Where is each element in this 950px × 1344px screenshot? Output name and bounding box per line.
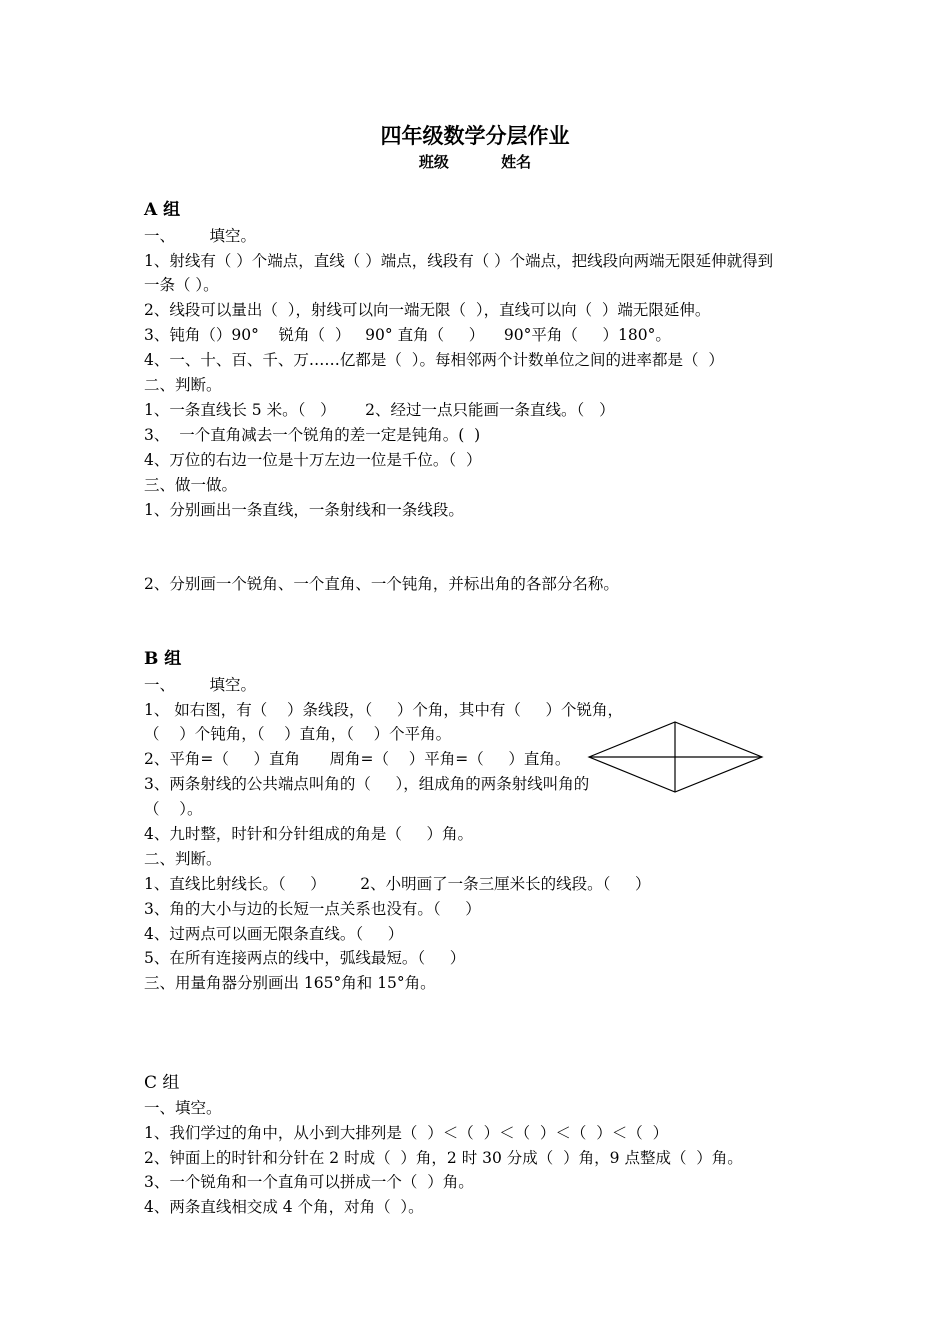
b-judge-3: 3、角的大小与边的长短一点关系也没有。（ ）	[144, 900, 481, 918]
b-judge-5: 5、在所有连接两点的线中，弧线最短。（ ）	[144, 949, 466, 967]
b-section-protractor: 三、用量角器分别画出 165°角和 15°角。	[144, 974, 436, 992]
a-q2: 2、线段可以量出（ ），射线可以向一端无限（ ），直线可以向（ ）端无限延伸。	[144, 301, 711, 319]
b-q3-line2: （ ）。	[144, 800, 203, 818]
c-q2: 2、钟面上的时针和分针在 2 时成（ ）角，2 时 30 分成（ ）角，9 点整成（ ）角。	[144, 1149, 743, 1167]
a-q1-line2: 一条（ ）。	[144, 276, 219, 294]
a-draw-2: 2、分别画一个锐角、一个直角、一个钝角，并标出角的各部分名称。	[144, 575, 619, 593]
a-judge-4: 4、万位的右边一位是十万左边一位是千位。（ ）	[144, 451, 482, 469]
class-name-fields: 班级 姓名	[418, 153, 532, 171]
c-q1: 1、我们学过的角中，从小到大排列是（ ）＜（ ）＜（ ）＜（ ）＜（ ）	[144, 1124, 669, 1142]
b-q3-line1: 3、两条射线的公共端点叫角的（ ），组成角的两条射线叫角的	[144, 775, 590, 793]
page-title: 四年级数学分层作业	[380, 123, 570, 148]
b-section-judge-heading: 二、判断。	[144, 850, 222, 868]
b-q2: 2、平角=（ ）直角 周角=（ ）平角=（ ）直角。	[144, 750, 571, 768]
b-section-fill-heading: 一、 填空。	[144, 676, 256, 694]
b-judge-1-2: 1、直线比射线长。（ ） 2、小明画了一条三厘米长的线段。（ ）	[144, 875, 651, 893]
c-section-fill-heading: 一、填空。	[144, 1099, 222, 1117]
b-judge-4: 4、过两点可以画无限条直线。（ ）	[144, 925, 404, 943]
a-draw-1: 1、分别画出一条直线，一条射线和一条线段。	[144, 501, 464, 519]
a-section-draw-heading: 三、做一做。	[144, 476, 238, 494]
group-b-heading: B 组	[144, 649, 182, 669]
b-q1-line1: 1、 如右图，有（ ）条线段，（ ）个角，其中有（ ）个锐角，	[144, 701, 624, 719]
a-section-judge-heading: 二、判断。	[144, 376, 222, 394]
a-q3: 3、钝角（）90° 锐角（ ） 90° 直角（ ） 90°平角（ ）180°。	[144, 326, 671, 344]
rhombus-diagram	[587, 720, 765, 796]
c-q3: 3、一个锐角和一个直角可以拼成一个（ ）角。	[144, 1173, 474, 1191]
c-q4: 4、两条直线相交成 4 个角，对角（ ）。	[144, 1198, 424, 1216]
b-q4: 4、九时整，时针和分针组成的角是（ ）角。	[144, 825, 473, 843]
a-section-fill-heading: 一、 填空。	[144, 227, 256, 245]
a-q4: 4、一、十、百、千、万……亿都是（ ）。每相邻两个计数单位之间的进率都是（ ）	[144, 351, 724, 369]
b-q1-line2: （ ）个钝角，（ ）直角，（ ）个平角。	[144, 725, 452, 743]
group-a-heading: A 组	[144, 200, 181, 220]
a-judge-3: 3、 一个直角减去一个锐角的差一定是钝角。( )	[144, 426, 481, 444]
a-judge-1-2: 1、一条直线长 5 米。（ ） 2、经过一点只能画一条直线。（ ）	[144, 401, 615, 419]
a-q1-line1: 1、射线有（ ）个端点，直线（ ）端点，线段有（ ）个端点，把线段向两端无限延伸就得到	[144, 252, 774, 270]
group-c-heading: C 组	[144, 1073, 180, 1093]
